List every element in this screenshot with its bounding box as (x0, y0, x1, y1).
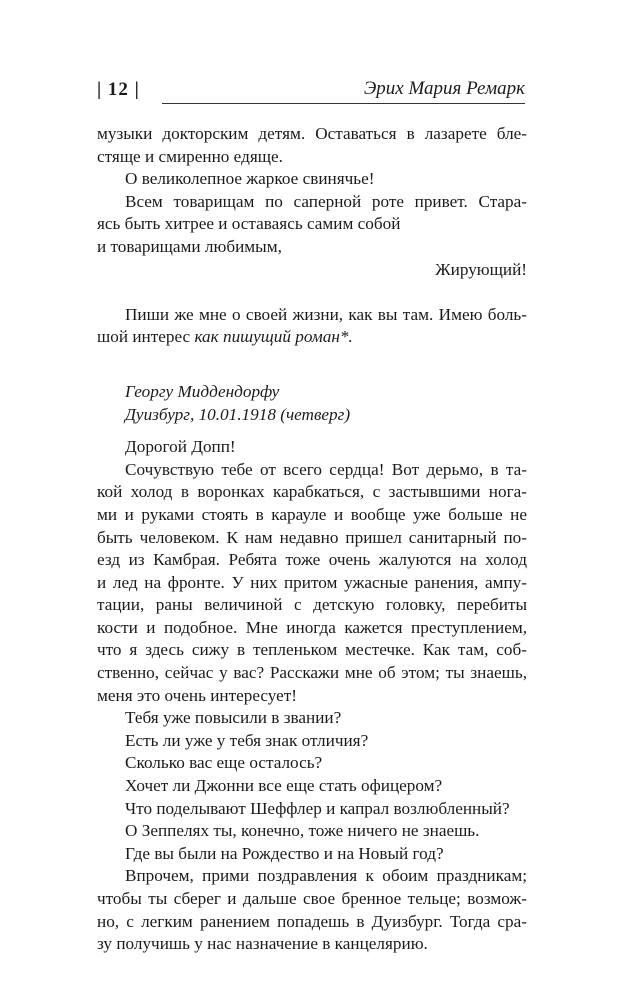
text-line: быть человеком. К нам недавно пришел санитарный по- (97, 527, 527, 547)
spacer (97, 426, 527, 436)
text-line: меня это очень интересует! (97, 685, 298, 705)
text-line: О Зеппелях ты, конечно, тоже ничего не знаешь. (125, 821, 480, 841)
text-line: ясь быть хитрее и оставаясь самим собой (97, 214, 401, 234)
page-body (97, 123, 527, 956)
text-line: езд из Камбрая. Ребята тоже очень жалуются на холод (97, 550, 527, 570)
text-line: Где вы были на Рождество и на Новый год? (125, 843, 444, 863)
page-number: | 12 | (97, 79, 140, 100)
text-line: Что поделывают Шеффлер и капрал возлюбленный? (125, 798, 510, 818)
text-run: шой интерес (97, 327, 195, 347)
text-line: Тебя уже повысили в звании? (125, 708, 342, 728)
page-header (97, 76, 525, 104)
text-line: Есть ли уже у тебя знак отличия? (125, 730, 369, 750)
text-line: Пиши же мне о своей жизни, как вы там. Имею боль- (125, 304, 527, 324)
text-line: и лед на фронте. У них притом ужасные ранения, ампу- (97, 572, 527, 592)
text-line: стяще и смиренно едяще. (97, 146, 283, 166)
text-line: чтобы ты сберег и дальше свое бренное тельце; возмож- (97, 889, 527, 908)
text-line: кости и подобное. Мне иногда кажется преступлением, (97, 617, 527, 637)
spacer (97, 349, 527, 381)
text-line: тации, раны величиной с детскую головку, перебиты (97, 595, 527, 615)
header-rule (162, 103, 525, 104)
text-line: Впрочем, прими поздравления к обоим праздникам; (125, 866, 527, 886)
text-line: но, с легким ранением попадешь в Дуизбург. Тогда сра- (97, 911, 527, 931)
text-line: кой холод в воронках карабкаться, с застывшими нога- (97, 482, 527, 502)
text-line: Сочувствую тебе от всего сердца! Вот дерьмо, в та- (125, 459, 527, 479)
running-title: Эрих Мария Ремарк (358, 76, 525, 102)
signature: Жирующий! (435, 259, 527, 279)
text-line: что я здесь сижу в тепленьком местечке. Как там, соб- (97, 640, 527, 660)
text-line: музыки докторским детям. Оставаться в лазарете бле- (97, 124, 527, 143)
text-line: ми и руками стоять в карауле и вообще уже больше не (97, 504, 527, 524)
letter-addressee: Георгу Миддендорфу (125, 381, 280, 401)
text-line: ственно, сейчас у вас? Расскажи мне об этом; ты знаешь, (97, 663, 527, 683)
text-line: зу получишь у нас назначение в канцелярию. (97, 934, 428, 954)
text-line: и товарищами любимым, (97, 236, 282, 256)
letter-greeting: Дорогой Допп! (125, 437, 236, 457)
spacer (97, 281, 527, 304)
letter-place-date: Дуизбург, 10.01.1918 (четверг) (125, 404, 351, 424)
text-line: Сколько вас еще осталось? (125, 753, 323, 773)
text-line: Хочет ли Джонни все еще стать офицером? (125, 776, 443, 796)
text-line: О великолепное жаркое свинячье! (125, 169, 375, 189)
italic-run: как пишущий роман*. (194, 327, 353, 347)
text-line (97, 326, 527, 349)
text-line: Всем товарищам по саперной роте привет. Стара- (125, 191, 527, 211)
